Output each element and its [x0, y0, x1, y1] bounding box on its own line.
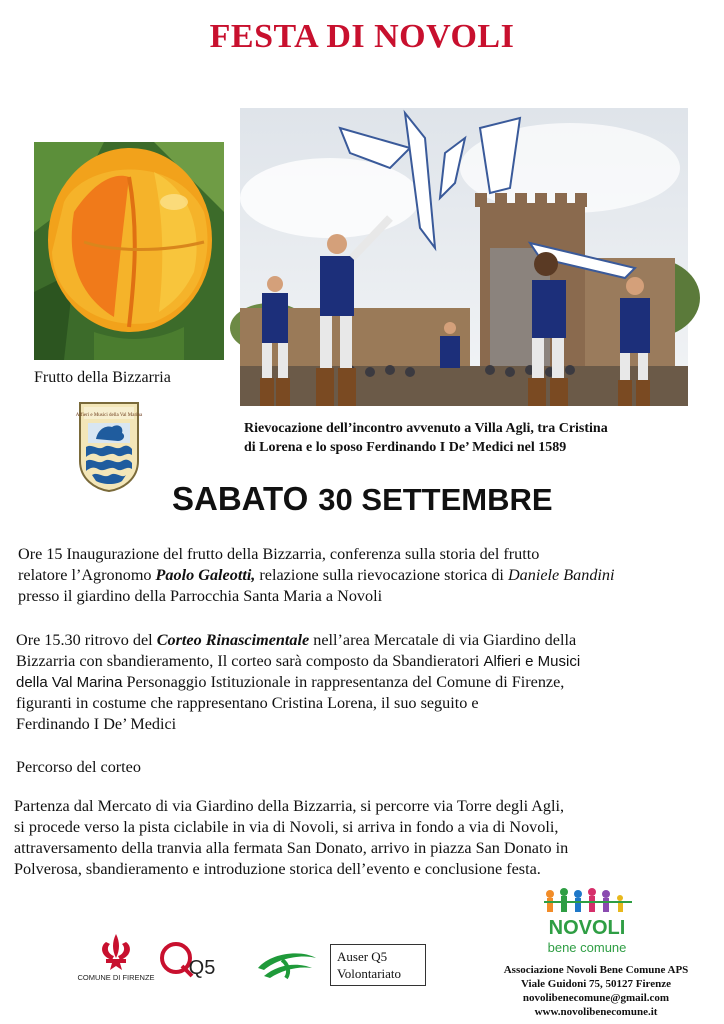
date-weekday: SABATO — [172, 480, 309, 517]
program-paragraph-1 — [18, 544, 718, 607]
program-line: Ore 15 Inaugurazione del frutto della Bizzarria, conferenza sulla storia del frutto — [18, 545, 540, 563]
event-caption — [244, 419, 714, 457]
program-line — [18, 565, 718, 586]
q5-label: Q5 — [188, 957, 216, 979]
auser-subtitle: Volontariato — [337, 966, 402, 981]
route-line: Partenza dal Mercato di via Giardino della Bizzarria, si percorre via Torre degli Agli, — [14, 797, 565, 815]
lily-icon — [77, 932, 155, 992]
text: relazione sulla rievocazione storica di — [255, 566, 508, 584]
route-line: si procede verso la pista ciclabile in via di Novoli, si arriva in fondo a via di Novoli, — [14, 818, 559, 836]
text: nell’area Mercatale di via Giardino della — [309, 631, 577, 649]
fruit-caption: Frutto della Bizzarria — [34, 369, 171, 386]
speaker-name-2: Daniele Bandini — [507, 566, 615, 584]
association-website[interactable]: www.novolibenecomune.it — [534, 1006, 658, 1018]
crest-icon — [75, 401, 143, 493]
text: Ore 15.30 ritrovo del — [16, 631, 157, 649]
program-line — [16, 630, 716, 651]
event-date — [172, 480, 553, 519]
route-heading: Percorso del corteo — [16, 758, 141, 776]
auser-label-box — [330, 944, 426, 986]
flag-wavers-photo — [240, 108, 688, 406]
program-line: figuranti in costume che rappresentano Cristina Lorena, il suo seguito e — [16, 694, 479, 712]
text: Bizzarria con sbandieramento, Il corteo sarà composto da Sbandieratori — [16, 652, 484, 670]
auser-name: Auser Q5 — [337, 949, 388, 964]
novoli-logo-name: NOVOLI — [548, 917, 626, 939]
association-address: Viale Guidoni 75, 50127 Firenze — [520, 978, 672, 990]
program-line — [16, 651, 716, 672]
association-name: Associazione Novoli Bene Comune APS — [503, 964, 689, 976]
association-info — [474, 963, 718, 1019]
route-paragraph — [14, 796, 714, 880]
group-name: Alfieri e Musici — [483, 653, 581, 670]
event-caption-line: di Lorena e lo sposo Ferdinando I De’ Medici nel 1589 — [244, 440, 567, 455]
program-line: Ferdinando I De’ Medici — [16, 715, 177, 733]
group-name: della Val Marina — [16, 674, 123, 691]
association-email[interactable]: novolibenecomune@gmail.com — [522, 992, 670, 1004]
bizzarria-fruit-photo — [34, 142, 224, 360]
auser-icon — [254, 948, 320, 982]
event-caption-line: Rievocazione dell’incontro avvenuto a Villa Agli, tra Cristina — [244, 421, 608, 436]
program-paragraph-2 — [16, 630, 716, 735]
parade-name: Corteo Rinascimentale — [156, 631, 310, 649]
route-line: Polverosa, sbandieramento e introduzione storica dell’evento e conclusione festa. — [14, 860, 541, 878]
speaker-name: Paolo Galeotti, — [155, 566, 256, 584]
page-title: FESTA DI NOVOLI — [209, 18, 515, 55]
program-line — [16, 672, 716, 693]
program-line: presso il giardino della Parrocchia Santa Maria a Novoli — [18, 587, 383, 605]
text: Personaggio Istituzionale in rappresentanza del Comune di Firenze, — [122, 673, 565, 691]
route-line: attraversamento della tranvia alla fermata San Donato, arrivo in piazza San Donato in — [14, 839, 569, 857]
comune-name: COMUNE DI FIRENZE — [77, 973, 155, 982]
novoli-people-icon — [538, 888, 636, 958]
q5-icon — [158, 938, 214, 982]
crest-text: Alfieri e Musici della Val Marina — [75, 413, 143, 418]
novoli-logo-tagline: bene comune — [547, 940, 627, 955]
date-day-month: 30 SETTEMBRE — [318, 482, 553, 517]
text: relatore l’Agronomo — [18, 566, 156, 584]
